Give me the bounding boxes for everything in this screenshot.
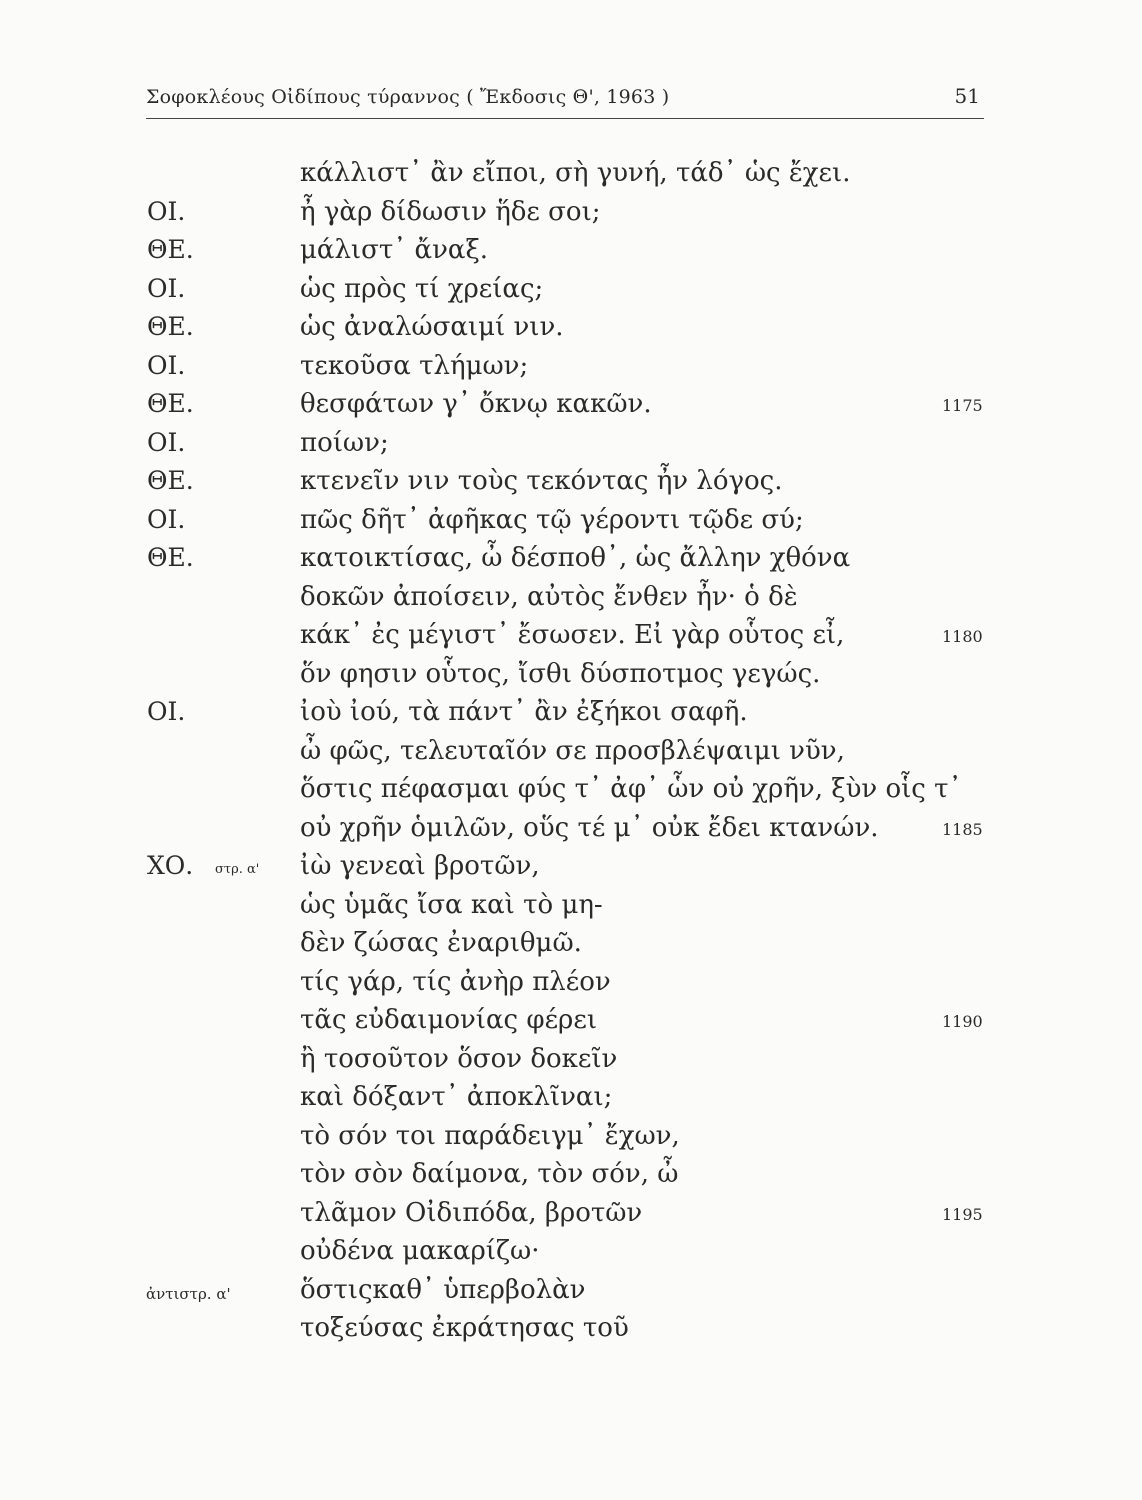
strophe-mark: στρ. α': [215, 862, 260, 877]
verse-text: ἰὼ γενεαὶ βροτῶν,: [300, 851, 540, 881]
line-number: 1180: [942, 627, 983, 646]
verse-line: [0, 232, 1142, 268]
verse-line: [0, 1079, 1142, 1115]
verse-text: καὶ δόξαντ᾽ ἀποκλῖναι;: [300, 1082, 613, 1112]
verse-line: [0, 502, 1142, 538]
header-title: Σοφοκλέους Οἰδίπους τύραννος ( Ἔκδοσις Θ', 1963 ): [146, 86, 670, 108]
verse-text: θεσφάτων γ᾽ ὄκνῳ κακῶν.: [300, 389, 652, 419]
verse-line: [0, 425, 1142, 461]
verse-line: [0, 733, 1142, 769]
verse-text: κτενεῖν νιν τοὺς τεκόντας ἦν λόγος.: [300, 466, 783, 496]
verse-text: δοκῶν ἀποίσειν, αὐτὸς ἔνθεν ἦν· ὁ δὲ: [300, 581, 798, 612]
verse-text: κατοικτίσας, ὦ δέσποθ᾽, ὡς ἄλλην χθόνα: [300, 543, 851, 573]
verse-text: ὦ φῶς, τελευταῖόν σε προσβλέψαιμι νῦν,: [300, 735, 845, 766]
verse-text: οὐ χρῆν ὁμιλῶν, οὕς τέ μ᾽ οὐκ ἔδει κτανών.: [300, 812, 879, 843]
verse-text: τλᾶμον Οἰδιπόδα, βροτῶν: [300, 1197, 643, 1228]
verse-text: ὅν φησιν οὗτος, ἴσθι δύσποτμος γεγώς.: [300, 658, 821, 689]
verse-line: [0, 386, 1142, 422]
speaker-label: ΘΕ.: [147, 543, 194, 572]
speaker-label: ΟΙ.: [147, 350, 186, 380]
verse-text: ποίων;: [300, 427, 389, 458]
speaker-label: ΟΙ.: [147, 196, 186, 226]
verse-line: [0, 1156, 1142, 1192]
verse-text: ἰοὺ ἰού, τὰ πάντ᾽ ἂν ἐξήκοι σαφῆ.: [300, 697, 748, 727]
verse-line: [0, 1195, 1142, 1231]
verse-line: [0, 656, 1142, 692]
verse-line: [0, 463, 1142, 499]
verse-text: μάλιστ᾽ ἄναξ.: [300, 235, 489, 265]
speaker-label: ΘΕ.: [147, 312, 194, 341]
strophe-mark: ἀντιστρ. α': [146, 1284, 231, 1303]
verse-line: [0, 348, 1142, 384]
verse-text: τὸ σόν τοι παράδειγμ᾽ ἔχων,: [300, 1120, 680, 1151]
verse-line: [0, 155, 1142, 191]
verse-line: [0, 1041, 1142, 1077]
verse-line: [0, 1272, 1142, 1308]
verse-text: κάκ᾽ ἐς μέγιστ᾽ ἔσωσεν. Εἰ γὰρ οὗτος εἶ,: [300, 620, 845, 650]
verse-text: ὡς πρὸς τί χρείας;: [300, 273, 544, 304]
verse-text: ἢ τοσοῦτον ὅσον δοκεῖν: [300, 1043, 618, 1074]
verse-line: [0, 964, 1142, 1000]
speaker-label: ΟΙ.: [147, 273, 186, 303]
verse-line: [0, 848, 1142, 884]
speaker-label: ΟΙ.: [147, 504, 186, 534]
verse-line: [0, 925, 1142, 961]
verse-text: ὅστις πέφασμαι φύς τ᾽ ἀφ᾽ ὧν οὐ χρῆν, ξὺν οἷς τ᾽: [300, 774, 962, 804]
speaker-label: ΟΙ.: [147, 697, 186, 726]
speaker-label: ΧΟ.: [147, 851, 194, 880]
verse-line: [0, 887, 1142, 923]
page-number: 51: [954, 84, 980, 108]
verse-line: [0, 617, 1142, 653]
speaker-label: ΘΕ.: [147, 389, 194, 418]
verse-text: οὐδένα μακαρίζω·: [300, 1236, 540, 1266]
verse-line: [0, 1310, 1142, 1346]
verse-line: [0, 579, 1142, 615]
verse-text: ἦ γὰρ δίδωσιν ἥδε σοι;: [300, 196, 601, 227]
verse-text: τᾶς εὐδαιμονίας φέρει: [300, 1005, 598, 1035]
verse-text: ὅστιςκαθ᾽ ὑπερβολὰν: [300, 1274, 586, 1305]
verse-text: τοξεύσας ἐκράτησας τοῦ: [300, 1313, 629, 1343]
speaker-label: ΟΙ.: [147, 427, 186, 457]
verse-text: κάλλιστ᾽ ἂν εἴποι, σὴ γυνή, τάδ᾽ ὡς ἔχει.: [300, 158, 851, 188]
verse-text: τίς γάρ, τίς ἀνὴρ πλέον: [300, 966, 611, 997]
verse-line: [0, 309, 1142, 345]
verse-text: δὲν ζώσας ἐναριθμῶ.: [300, 928, 582, 958]
verse-line: [0, 1233, 1142, 1269]
line-number: 1185: [942, 819, 983, 839]
verse-line: [0, 194, 1142, 230]
verse-line: [0, 271, 1142, 307]
verse-text: τὸν σὸν δαίμονα, τὸν σόν, ὦ: [300, 1159, 679, 1189]
verse-text: ὡς ἀναλώσαιμί νιν.: [300, 312, 564, 342]
line-number: 1190: [942, 1012, 983, 1031]
running-header: [146, 84, 984, 119]
line-number: 1195: [942, 1204, 983, 1224]
verse-line: [0, 1118, 1142, 1154]
verse-line: [0, 1002, 1142, 1038]
verse-text: πῶς δῆτ᾽ ἀφῆκας τῷ γέροντι τῷδε σύ;: [300, 504, 804, 535]
verse-text: τεκοῦσα τλήμων;: [300, 350, 529, 381]
verse-line: [0, 694, 1142, 730]
speaker-label: ΘΕ.: [147, 466, 194, 495]
verse-line: [0, 771, 1142, 807]
speaker-label: ΘΕ.: [147, 235, 194, 264]
line-number: 1175: [942, 396, 983, 415]
verse-line: [0, 540, 1142, 576]
verse-text: ὡς ὑμᾶς ἴσα καὶ τὸ μη-: [300, 889, 603, 920]
verse-line: [0, 810, 1142, 846]
